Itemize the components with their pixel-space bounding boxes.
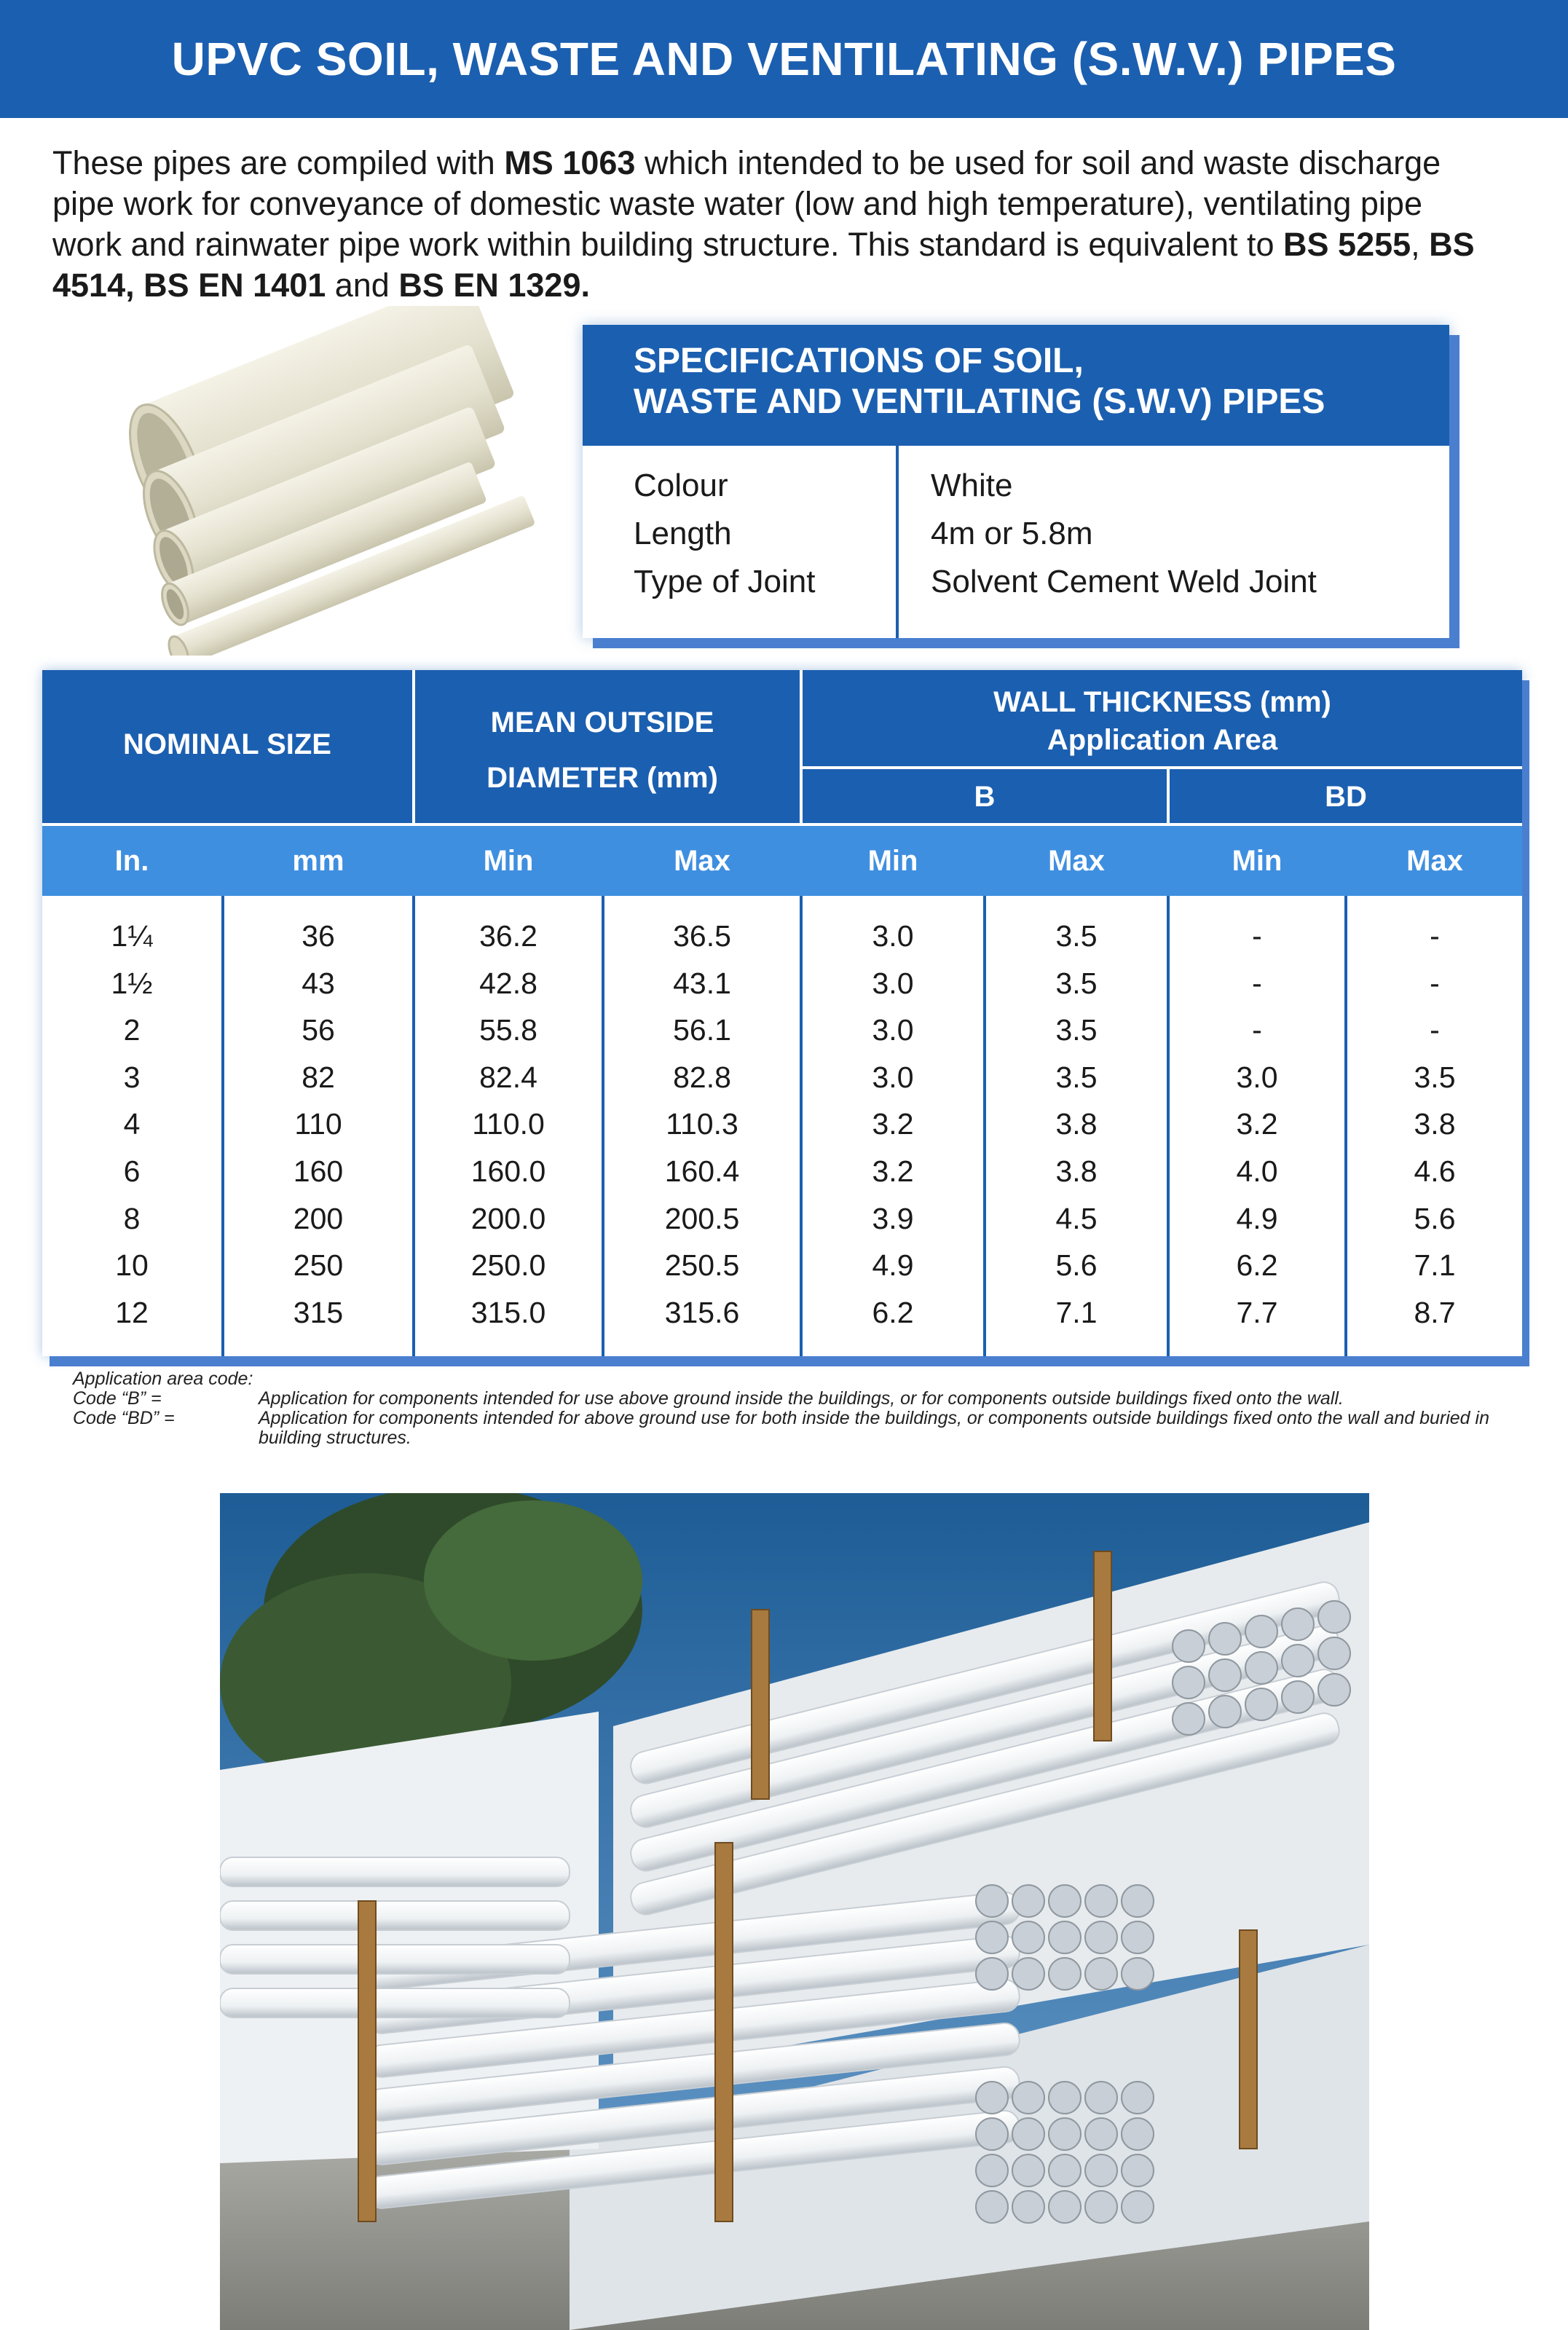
cell-bd-max: 4.6 — [1414, 1154, 1456, 1188]
cell-bd-max: - — [1430, 919, 1440, 953]
cell-b-min: 4.9 — [872, 1248, 914, 1283]
intro-text-4: and — [326, 267, 399, 304]
subheader-mean-min: Min — [483, 845, 534, 877]
intro-bold-1: MS 1063 — [504, 144, 636, 181]
intro-bold-3: BS 4514, BS EN 1401 — [52, 226, 1475, 304]
cell-mean-min: 160.0 — [470, 1154, 546, 1188]
cell-mm: 43 — [302, 966, 335, 1000]
header-wall-line-1: WALL THICKNESS (mm) — [993, 686, 1331, 718]
intro-bold-2: BS 5255 — [1283, 226, 1411, 263]
cell-inch: 6 — [123, 1154, 141, 1188]
specifications-heading-line-2: WASTE AND VENTILATING (S.W.V) PIPES — [634, 382, 1325, 421]
cell-mm: 250 — [293, 1248, 344, 1283]
cell-bd-min: 3.0 — [1236, 1060, 1278, 1094]
header-mean-line-1: MEAN OUTSIDE — [490, 707, 714, 739]
cell-b-max: 3.5 — [1055, 1060, 1098, 1094]
cell-b-max: 7.1 — [1055, 1295, 1098, 1329]
header-mean-line-2: DIAMETER (mm) — [486, 762, 718, 794]
header-wall-line-2: Application Area — [1047, 724, 1278, 756]
cell-inch: 10 — [115, 1248, 149, 1283]
cell-bd-max: 5.6 — [1414, 1201, 1456, 1235]
cell-bd-max: - — [1430, 1013, 1440, 1047]
cell-bd-max: 8.7 — [1414, 1295, 1456, 1329]
cell-bd-max: 3.5 — [1414, 1060, 1456, 1094]
subheader-b-max: Max — [1048, 845, 1105, 877]
intro-text-3: , — [1411, 226, 1430, 263]
cell-b-min: 3.0 — [872, 1060, 914, 1094]
cell-mean-max: 82.8 — [673, 1060, 731, 1094]
cell-mean-max: 56.1 — [673, 1013, 731, 1047]
cell-b-max: 4.5 — [1055, 1201, 1098, 1235]
cell-bd-min: - — [1252, 966, 1262, 1000]
spec-label-colour: Colour — [634, 468, 728, 503]
legend-code-b: Code “B” = — [73, 1388, 162, 1409]
dimensions-table — [42, 670, 1522, 1356]
cell-bd-min: 3.2 — [1236, 1107, 1278, 1141]
cell-mm: 160 — [293, 1154, 344, 1188]
cell-mean-min: 82.4 — [479, 1060, 537, 1094]
cell-mm: 36 — [302, 919, 335, 953]
subheader-bd-min: Min — [1232, 845, 1283, 877]
cell-inch: 2 — [123, 1013, 141, 1047]
cell-bd-max: 3.8 — [1414, 1107, 1456, 1141]
cell-mean-max: 110.3 — [666, 1107, 738, 1141]
spec-value-length: 4m or 5.8m — [931, 516, 1093, 551]
cell-mean-min: 315.0 — [470, 1295, 546, 1329]
cell-mean-max: 43.1 — [673, 966, 731, 1000]
cell-bd-min: 6.2 — [1236, 1248, 1278, 1283]
cell-inch: 1¼ — [111, 919, 153, 953]
spec-label-joint: Type of Joint — [634, 564, 816, 599]
cell-b-max: 3.8 — [1055, 1154, 1098, 1188]
cell-mean-max: 250.5 — [664, 1248, 740, 1283]
cell-mean-min: 55.8 — [479, 1013, 537, 1047]
cell-mean-max: 160.4 — [664, 1154, 740, 1188]
cell-b-min: 6.2 — [872, 1295, 914, 1329]
cell-inch: 1½ — [111, 966, 153, 1000]
cell-mm: 110 — [294, 1107, 342, 1141]
stacked-pipes-photo — [220, 1493, 1369, 2330]
subheader-bd-max: Max — [1406, 845, 1463, 877]
header-b: B — [974, 781, 996, 813]
cell-mean-min: 42.8 — [479, 966, 537, 1000]
specifications-heading-line-1: SPECIFICATIONS OF SOIL, — [634, 342, 1084, 380]
subheader-in: In. — [114, 845, 149, 877]
legend-desc-bd: Application for components intended for above ground use for both inside the buildings, or components outside buildings fixed onto the wall and buried in building structures. — [259, 1408, 1489, 1448]
pipes-product-image — [73, 306, 539, 656]
cell-mean-min: 250.0 — [470, 1248, 546, 1283]
specifications-divider — [896, 446, 899, 638]
cell-b-min: 3.0 — [872, 1013, 914, 1047]
spec-value-joint: Solvent Cement Weld Joint — [931, 564, 1317, 599]
cell-mean-min: 200.0 — [470, 1201, 546, 1235]
cell-inch: 12 — [115, 1295, 149, 1329]
subheader-b-min: Min — [867, 845, 918, 877]
cell-inch: 3 — [123, 1060, 141, 1094]
cell-bd-min: 4.9 — [1236, 1201, 1278, 1235]
cell-mm: 82 — [302, 1060, 335, 1094]
legend-heading: Application area code: — [73, 1369, 253, 1389]
legend-code-bd: Code “BD” = — [73, 1408, 175, 1428]
header-separator — [803, 766, 1522, 769]
cell-bd-min: - — [1252, 919, 1262, 953]
cell-b-max: 3.5 — [1055, 1013, 1098, 1047]
cell-b-min: 3.2 — [872, 1107, 914, 1141]
header-nominal-size: NOMINAL SIZE — [123, 728, 331, 760]
application-area-legend — [73, 1369, 1529, 1448]
cell-b-max: 3.5 — [1055, 966, 1098, 1000]
intro-text-1: These pipes are compiled with — [52, 144, 505, 181]
cell-mm: 315 — [293, 1295, 344, 1329]
table-header — [42, 670, 1522, 823]
cell-inch: 4 — [123, 1107, 141, 1141]
header-bd: BD — [1325, 781, 1367, 813]
page-title: UPVC SOIL, WASTE AND VENTILATING (S.W.V.) PIPES — [171, 33, 1397, 85]
cell-bd-min: 4.0 — [1236, 1154, 1278, 1188]
header-divider — [412, 670, 415, 823]
cell-mean-min: 36.2 — [479, 919, 537, 953]
cell-mean-max: 36.5 — [673, 919, 731, 953]
cell-mm: 200 — [293, 1201, 344, 1235]
cell-mm: 56 — [302, 1013, 335, 1047]
subheader-mean-max: Max — [674, 845, 730, 877]
spec-value-colour: White — [931, 468, 1013, 503]
cell-mean-max: 315.6 — [664, 1295, 740, 1329]
cell-bd-min: - — [1252, 1013, 1262, 1047]
intro-bold-4: BS EN 1329. — [398, 267, 590, 304]
cell-bd-max: 7.1 — [1414, 1248, 1456, 1283]
cell-bd-max: - — [1430, 966, 1440, 1000]
cell-mean-min: 110.0 — [472, 1107, 545, 1141]
cell-bd-min: 7.7 — [1236, 1295, 1278, 1329]
intro-paragraph — [52, 143, 1494, 306]
cell-b-min: 3.2 — [872, 1154, 914, 1188]
specifications-heading — [583, 325, 1449, 446]
cell-b-max: 5.6 — [1055, 1248, 1098, 1283]
cell-b-max: 3.5 — [1055, 919, 1098, 953]
intro-text-2: which intended to be used for soil and waste discharge pipe work for conveyance of domestic waste water (low and high temperature), ventilating pipe work and rainwater pipe work within building structure. This standard is equivalent to — [52, 144, 1441, 263]
cell-mean-max: 200.5 — [664, 1201, 740, 1235]
specifications-card — [583, 325, 1449, 638]
cell-b-min: 3.0 — [872, 919, 914, 953]
cell-b-min: 3.0 — [872, 966, 914, 1000]
table-subheader — [42, 826, 1522, 896]
title-banner — [0, 0, 1568, 118]
cell-b-max: 3.8 — [1055, 1107, 1098, 1141]
cell-b-min: 3.9 — [872, 1201, 914, 1235]
legend-desc-b: Application for components intended for use above ground inside the buildings, or for components outside buildings fixed onto the wall. — [259, 1388, 1344, 1409]
cell-inch: 8 — [123, 1201, 141, 1235]
subheader-mm: mm — [292, 845, 344, 877]
spec-label-length: Length — [634, 516, 732, 551]
